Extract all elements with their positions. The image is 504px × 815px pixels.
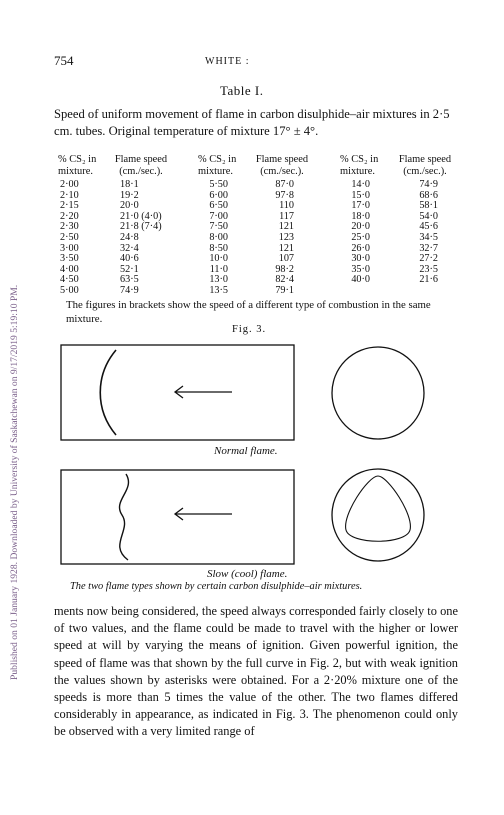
normal-flame-caption: Normal flame. bbox=[214, 445, 278, 457]
table-cell-mixture: 13·5 bbox=[209, 284, 228, 296]
table-cell-speed: 121 bbox=[278, 221, 294, 233]
table-cell-speed: 32·4 bbox=[120, 242, 139, 254]
table-cell-mixture: 6·00 bbox=[209, 189, 228, 201]
table-cell-mixture: 5·50 bbox=[209, 179, 228, 190]
table-cell-mixture: 3·50 bbox=[60, 253, 79, 265]
slow-flame-tube bbox=[61, 470, 294, 564]
table-cell-speed: 24·8 bbox=[120, 231, 139, 243]
table-cell-mixture: 7·00 bbox=[209, 210, 228, 222]
table-cell-mixture: 6·50 bbox=[209, 200, 228, 212]
table-cell-speed: 58·1 bbox=[419, 200, 438, 212]
table-header-speed-3: Flame speed (cm./sec.). bbox=[398, 154, 452, 177]
table-cell-mixture: 2·30 bbox=[60, 221, 79, 233]
table-cell-mixture: 2·20 bbox=[60, 210, 79, 222]
table-cell-mixture: 2·00 bbox=[60, 179, 79, 190]
table-caption: Speed of uniform movement of flame in carbon disulphide–air mixtures in 2·5 cm. tubes. Original temperature of mixture 17° ± 4°. bbox=[54, 107, 450, 138]
slow-flame-front bbox=[120, 474, 129, 560]
table-cell-mixture: 4·50 bbox=[60, 274, 79, 286]
table-cell-mixture: 3·00 bbox=[60, 242, 79, 254]
table-cell-speed: 63·5 bbox=[120, 274, 139, 286]
table-cell-mixture: 20·0 bbox=[351, 221, 370, 233]
slow-flame-caption: Slow (cool) flame. bbox=[207, 568, 288, 580]
table-cell-speed: 68·6 bbox=[419, 189, 438, 201]
table-cell-speed: 79·1 bbox=[275, 284, 294, 296]
table-header-speed-2: Flame speed (cm./sec.). bbox=[255, 154, 309, 177]
table-cell-speed: 98·2 bbox=[275, 263, 294, 275]
table-cell-speed: 74·9 bbox=[120, 284, 139, 296]
table-cell-speed: 97·8 bbox=[275, 189, 294, 201]
table-cell-mixture: 8·00 bbox=[209, 231, 228, 243]
table-cell-speed: 52·1 bbox=[120, 263, 139, 275]
table-cell-mixture: 11·0 bbox=[209, 263, 228, 275]
table-header-mixture-2: % CS₂ in mixture. bbox=[198, 154, 237, 177]
table-cell-mixture: 14·0 bbox=[351, 179, 370, 190]
table-cell-speed: 32·7 bbox=[419, 242, 438, 254]
figure-caption: The two flame types shown by certain carbon disulphide–air mixtures. bbox=[70, 581, 363, 592]
table-cell-speed: 74·9 bbox=[419, 179, 438, 190]
table-cell-speed: 19·2 bbox=[120, 189, 139, 201]
table-cell-mixture: 2·10 bbox=[60, 189, 79, 201]
table-cell-speed: 21·8 (7·4) bbox=[120, 221, 162, 233]
table-cell-mixture: 5·00 bbox=[60, 284, 79, 296]
table-cell-speed: 117 bbox=[279, 210, 294, 222]
table-note: The figures in brackets show the speed of a different type of combustion in the same mixture. bbox=[66, 299, 431, 325]
table-cell-mixture: 17·0 bbox=[351, 200, 370, 212]
table-cell-speed: 110 bbox=[279, 200, 294, 212]
body-text: ments now being considered, the speed always corresponded fairly closely to one of two values, and the flame could be made to travel with the higher or lower speed at will by varying the means of ignition. Given powerful ignition, the speed of flame was that shown by the full curve in Fig. 2, but with weak ignition the values shown by asterisks were obtained. For a 2·20% mixture one of the speeds is more than 5 times the value of the other. The two flames differed considerably in appearance, as indicated in Fig. 3. The phenomenon could only be observed with a very limited range of bbox=[54, 604, 458, 739]
table-title: Table I. bbox=[220, 83, 264, 98]
page-number: 754 bbox=[54, 53, 74, 68]
table-cell-mixture: 40·0 bbox=[351, 274, 370, 286]
table-cell-mixture: 18·0 bbox=[351, 210, 370, 222]
table-cell-speed: 107 bbox=[278, 253, 294, 265]
slow-flame-cross-section bbox=[332, 469, 424, 561]
table-cell-speed: 40·6 bbox=[120, 253, 139, 265]
table-cell-mixture: 15·0 bbox=[351, 189, 370, 201]
table-cell-speed: 18·1 bbox=[120, 179, 139, 190]
table-cell-speed: 27·2 bbox=[419, 253, 438, 265]
table-cell-speed: 20·0 bbox=[120, 200, 139, 212]
table-header-speed-1: Flame speed (cm./sec.). bbox=[114, 154, 168, 177]
running-head: WHITE : bbox=[205, 56, 250, 67]
table-cell-speed: 87·0 bbox=[275, 179, 294, 190]
table-cell-speed: 123 bbox=[278, 231, 294, 243]
table-cell-mixture: 35·0 bbox=[351, 263, 370, 275]
normal-flame-cross-section bbox=[332, 347, 424, 439]
body-paragraph bbox=[54, 603, 458, 741]
table-cell-mixture: 30·0 bbox=[351, 253, 370, 265]
slow-flame-shape bbox=[346, 476, 411, 541]
table-cell-speed: 82·4 bbox=[275, 274, 294, 286]
table-cell-mixture: 2·15 bbox=[60, 200, 79, 212]
table-cell-speed: 21·0 (4·0) bbox=[120, 210, 162, 222]
table-header-mixture-3: % CS₂ in mixture. bbox=[340, 154, 379, 177]
table-cell-mixture: 10·0 bbox=[209, 253, 228, 265]
watermark-text: Published on 01 January 1928. Downloaded by University of Saskatchewan on 9/17/2019 5:19:10 PM. bbox=[9, 284, 20, 680]
figure-label: Fig. 3. bbox=[232, 324, 267, 335]
table-cell-mixture: 26·0 bbox=[351, 242, 370, 254]
table-cell-mixture: 7·50 bbox=[209, 221, 228, 233]
table-cell-speed: 121 bbox=[278, 242, 294, 254]
table-cell-mixture: 13·0 bbox=[209, 274, 228, 286]
table-cell-speed: 21·6 bbox=[419, 274, 438, 286]
table-cell-mixture: 25·0 bbox=[351, 231, 370, 243]
table-cell-speed: 23·5 bbox=[419, 263, 438, 275]
table-cell-mixture: 8·50 bbox=[209, 242, 228, 254]
table-cell-speed: 45·6 bbox=[419, 221, 438, 233]
table-cell-speed: 34·5 bbox=[419, 231, 438, 243]
table-cell-mixture: 2·50 bbox=[60, 231, 79, 243]
table-header-mixture-1: % CS₂ in mixture. bbox=[58, 154, 97, 177]
table-cell-mixture: 4·00 bbox=[60, 263, 79, 275]
table-cell-speed: 54·0 bbox=[419, 210, 438, 222]
normal-flame-front bbox=[100, 350, 116, 435]
